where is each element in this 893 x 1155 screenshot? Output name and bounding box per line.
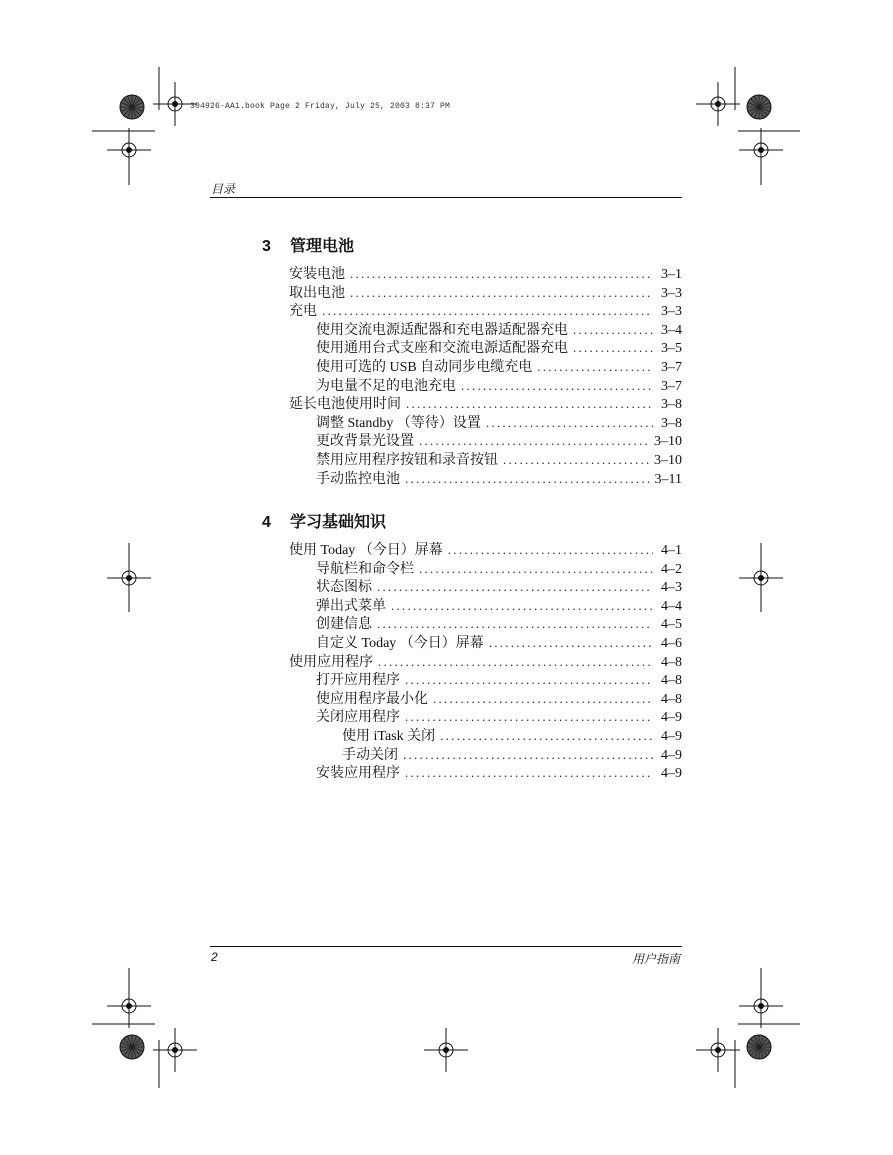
toc-page-number: 3–10 bbox=[654, 452, 682, 468]
dot-leader bbox=[440, 728, 653, 744]
toc-entry-label: 自定义 Today （今日）屏幕 bbox=[316, 635, 484, 651]
toc-page-number: 4–9 bbox=[661, 766, 682, 782]
dot-leader bbox=[573, 340, 653, 356]
dot-leader bbox=[377, 579, 653, 595]
dot-leader bbox=[461, 378, 653, 394]
toc-entry-label: 使用 Today （今日）屏幕 bbox=[289, 543, 443, 558]
toc-entry[interactable] bbox=[289, 539, 682, 558]
chapter-3-heading bbox=[262, 233, 354, 256]
dot-leader bbox=[405, 709, 653, 725]
toc-page-number: 3–10 bbox=[654, 434, 682, 450]
toc-entry[interactable] bbox=[289, 558, 682, 577]
toc-entry[interactable] bbox=[289, 319, 682, 338]
dot-leader bbox=[350, 285, 653, 301]
dot-leader bbox=[405, 471, 650, 487]
dot-leader bbox=[322, 303, 653, 319]
footer-title: 用户指南 bbox=[632, 952, 681, 966]
toc-page-number: 4–9 bbox=[661, 710, 682, 726]
toc-page-number: 3–7 bbox=[661, 359, 682, 375]
toc-page-number: 3–8 bbox=[661, 415, 682, 431]
toc-entry[interactable] bbox=[289, 632, 682, 651]
chapter-3-toc bbox=[289, 263, 682, 486]
toc-entry[interactable] bbox=[289, 337, 682, 356]
toc-page-number: 3–3 bbox=[661, 304, 682, 320]
toc-entry[interactable] bbox=[289, 300, 682, 319]
toc-entry[interactable] bbox=[289, 449, 682, 468]
footer-rule bbox=[210, 946, 682, 947]
toc-page-number: 3–3 bbox=[661, 285, 682, 301]
toc-entry[interactable] bbox=[289, 356, 682, 375]
toc-entry-label: 调整 Standby （等待）设置 bbox=[316, 415, 481, 431]
dot-leader bbox=[377, 616, 653, 632]
toc-entry[interactable] bbox=[289, 430, 682, 449]
dot-leader bbox=[537, 359, 653, 375]
dot-leader bbox=[350, 266, 653, 282]
toc-entry-label: 充电 bbox=[289, 304, 317, 320]
running-header-title: 目录 bbox=[211, 182, 236, 196]
dot-leader bbox=[573, 322, 653, 338]
toc-page-number: 3–7 bbox=[661, 378, 682, 394]
dot-leader bbox=[448, 542, 653, 558]
chapter-4-toc bbox=[289, 539, 682, 781]
chapter-number: 4 bbox=[262, 514, 271, 531]
toc-page-number: 4–6 bbox=[661, 635, 682, 651]
toc-page-number: 4–9 bbox=[661, 747, 682, 763]
chapter-title: 学习基础知识 bbox=[290, 514, 387, 531]
toc-entry[interactable] bbox=[289, 412, 682, 431]
toc-entry[interactable] bbox=[289, 263, 682, 282]
dot-leader bbox=[405, 672, 653, 688]
toc-entry-label: 为电量不足的电池充电 bbox=[316, 378, 456, 394]
toc-page-number: 4–9 bbox=[661, 728, 682, 744]
dot-leader bbox=[391, 598, 653, 614]
toc-entry[interactable] bbox=[289, 651, 682, 670]
toc-page-number: 4–8 bbox=[661, 673, 682, 689]
toc-entry-label: 使用通用台式支座和交流电源适配器充电 bbox=[316, 341, 568, 357]
toc-entry-label: 安装电池 bbox=[289, 267, 345, 282]
toc-entry-label: 手动监控电池 bbox=[316, 471, 400, 487]
toc-entry[interactable] bbox=[289, 688, 682, 707]
toc-entry-label: 打开应用程序 bbox=[316, 673, 400, 689]
chapter-number: 3 bbox=[262, 238, 271, 255]
toc-entry-label: 使用 iTask 关闭 bbox=[342, 728, 436, 744]
toc-entry-label: 禁用应用程序按钮和录音按钮 bbox=[316, 452, 498, 468]
toc-page-number: 3–1 bbox=[661, 267, 682, 282]
dot-leader bbox=[489, 635, 653, 651]
dot-leader bbox=[486, 415, 653, 431]
toc-entry[interactable] bbox=[289, 744, 682, 763]
toc-entry-label: 使应用程序最小化 bbox=[316, 691, 428, 707]
toc-page-number: 4–2 bbox=[661, 561, 682, 577]
dot-leader bbox=[433, 691, 653, 707]
toc-page-number: 4–8 bbox=[661, 691, 682, 707]
dot-leader bbox=[503, 452, 649, 468]
toc-entry-label: 取出电池 bbox=[289, 285, 345, 301]
toc-entry-label: 弹出式菜单 bbox=[316, 598, 386, 614]
toc-entry-label: 状态图标 bbox=[316, 580, 372, 596]
toc-entry[interactable] bbox=[289, 595, 682, 614]
toc-entry[interactable] bbox=[289, 706, 682, 725]
chapter-title: 管理电池 bbox=[290, 238, 355, 255]
toc-entry-label: 安装应用程序 bbox=[316, 766, 400, 782]
toc-entry-label: 手动关闭 bbox=[342, 747, 398, 763]
toc-entry-label: 延长电池使用时间 bbox=[289, 397, 401, 413]
toc-page-number: 3–11 bbox=[654, 471, 682, 487]
toc-entry[interactable] bbox=[289, 762, 682, 781]
toc-page-number: 4–5 bbox=[661, 617, 682, 633]
toc-entry-label: 导航栏和命令栏 bbox=[316, 561, 414, 577]
toc-entry[interactable] bbox=[289, 282, 682, 301]
toc-entry-label: 更改背景光设置 bbox=[316, 434, 414, 450]
toc-entry-label: 使用交流电源适配器和充电器适配器充电 bbox=[316, 322, 568, 338]
toc-page-number: 4–3 bbox=[661, 580, 682, 596]
toc-page-number: 3–5 bbox=[661, 341, 682, 357]
dot-leader bbox=[419, 561, 653, 577]
dot-leader bbox=[419, 433, 649, 449]
toc-page-number: 3–4 bbox=[661, 322, 682, 338]
toc-entry[interactable] bbox=[289, 669, 682, 688]
footer-page-number: 2 bbox=[211, 950, 218, 964]
toc-entry[interactable] bbox=[289, 393, 682, 412]
toc-entry[interactable] bbox=[289, 613, 682, 632]
toc-entry-label: 使用可选的 USB 自动同步电缆充电 bbox=[316, 359, 533, 375]
toc-page-number: 4–1 bbox=[661, 543, 682, 558]
dot-leader bbox=[378, 654, 653, 670]
toc-entry[interactable] bbox=[289, 576, 682, 595]
toc-page-number: 4–4 bbox=[661, 598, 682, 614]
toc-page-number: 3–8 bbox=[661, 397, 682, 413]
toc-entry-label: 使用应用程序 bbox=[289, 654, 373, 670]
printer-info-line: 304926-AA1.book Page 2 Friday, July 25, 2003 8:37 PM bbox=[190, 102, 451, 111]
toc-entry[interactable] bbox=[289, 725, 682, 744]
dot-leader bbox=[403, 747, 653, 763]
header-rule bbox=[210, 197, 682, 198]
toc-page-number: 4–8 bbox=[661, 654, 682, 670]
dot-leader bbox=[406, 396, 653, 412]
toc-entry-label: 关闭应用程序 bbox=[316, 710, 400, 726]
toc-entry-label: 创建信息 bbox=[316, 617, 372, 633]
dot-leader bbox=[405, 765, 653, 781]
toc-entry[interactable] bbox=[289, 375, 682, 394]
chapter-4-heading bbox=[262, 509, 386, 532]
toc-entry[interactable] bbox=[289, 468, 682, 487]
